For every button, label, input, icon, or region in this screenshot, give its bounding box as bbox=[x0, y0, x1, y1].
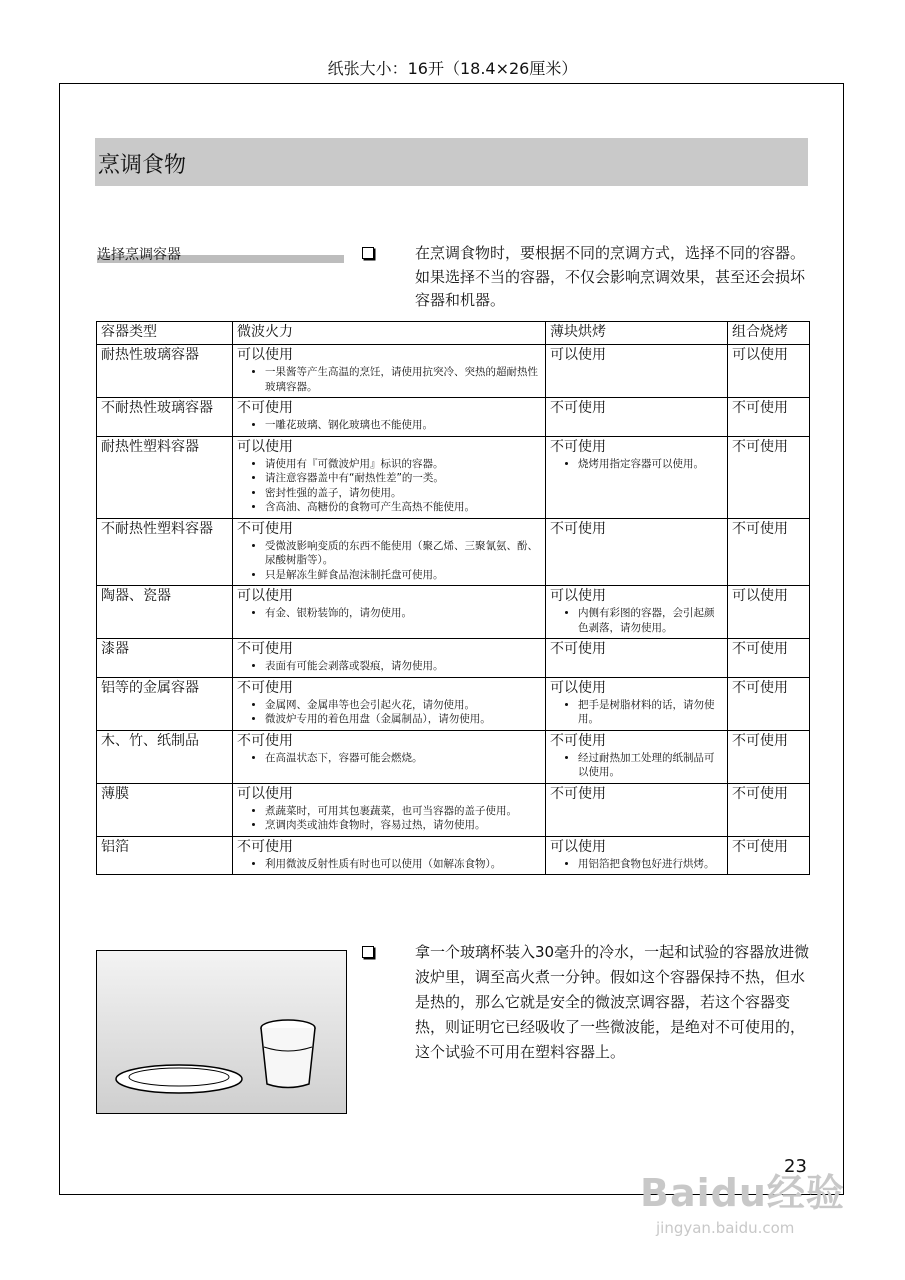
microwave-cell bbox=[233, 639, 546, 678]
note-item: • 受微波影响变质的东西不能使用（聚乙烯、三聚氰氨、酚、尿酸树脂等）。 bbox=[265, 539, 541, 568]
container-type-cell: 漆器 bbox=[97, 639, 233, 678]
note-item: • 内侧有彩图的容器，会引起颜色剥落，请勿使用。 bbox=[578, 606, 723, 635]
note-item: • 烹调肉类或油炸食物时，容易过热，请勿使用。 bbox=[265, 818, 541, 833]
microwave-notes bbox=[237, 751, 541, 766]
container-type-cell: 铝箔 bbox=[97, 836, 233, 875]
microwave-status: 可以使用 bbox=[237, 347, 293, 363]
grill-status: 可以使用 bbox=[550, 679, 606, 696]
watermark-url: jingyan.baidu.com bbox=[656, 1219, 795, 1237]
note-item: • 微波炉专用的着色用盘（金属制品），请勿使用。 bbox=[265, 712, 541, 727]
note-item: • 利用微波反射性质有时也可以使用（如解冻食物）。 bbox=[265, 857, 541, 872]
note-item: • 请注意容器盖中有“耐热性差”的一类。 bbox=[265, 471, 541, 486]
plate-icon bbox=[116, 1065, 242, 1093]
microwave-notes bbox=[237, 457, 541, 515]
test-paragraph: 拿一个玻璃杯装入30毫升的冷水，一起和试验的容器放进微波炉里，调至高火煮一分钟。假如这个容器保持不热，但水是热的，那么它就是安全的微波烹调容器，若这个容器变热，则证明它已经吸收了一些微波能，是绝对不可使用的，这个试验不可用在塑料容器上。 bbox=[415, 943, 810, 1061]
grill-notes bbox=[550, 751, 723, 780]
grill-notes bbox=[550, 698, 723, 727]
glass-test-illustration bbox=[96, 950, 347, 1114]
plate-and-glass-drawing bbox=[97, 951, 347, 1114]
header-combo: 组合烧烤 bbox=[728, 322, 810, 345]
microwave-status: 可以使用 bbox=[237, 785, 293, 802]
grill-cell bbox=[546, 586, 728, 639]
note-item: • 请使用有『可微波炉用』标识的容器。 bbox=[265, 457, 541, 472]
grill-cell bbox=[546, 436, 728, 518]
watermark-logo: Baidu经验 bbox=[640, 1171, 845, 1215]
table-row bbox=[97, 639, 810, 678]
note-item: • 一雕花玻璃、钢化玻璃也不能使用。 bbox=[265, 418, 541, 433]
grill-cell bbox=[546, 639, 728, 678]
grill-cell bbox=[546, 836, 728, 875]
microwave-notes bbox=[237, 539, 541, 583]
note-item: • 用铝箔把食物包好进行烘烤。 bbox=[578, 857, 723, 872]
glass-icon bbox=[261, 1020, 315, 1088]
page-number: 23 bbox=[784, 1156, 807, 1177]
grill-cell bbox=[546, 677, 728, 730]
checkbox-icon bbox=[362, 247, 374, 259]
grill-cell bbox=[546, 345, 728, 398]
note-item: • 把手是树脂材料的话，请勿使用。 bbox=[578, 698, 723, 727]
combo-cell: 可以使用 bbox=[728, 586, 810, 639]
microwave-notes bbox=[237, 659, 541, 674]
table-row bbox=[97, 783, 810, 836]
microwave-cell bbox=[233, 436, 546, 518]
grill-status: 不可使用 bbox=[550, 400, 606, 416]
combo-cell: 不可使用 bbox=[728, 730, 810, 783]
container-table bbox=[96, 321, 810, 875]
table-row bbox=[97, 518, 810, 586]
container-type-cell: 耐热性玻璃容器 bbox=[97, 345, 233, 398]
microwave-cell bbox=[233, 836, 546, 875]
grill-cell bbox=[546, 730, 728, 783]
combo-cell: 不可使用 bbox=[728, 436, 810, 518]
table-header-row bbox=[97, 322, 810, 345]
checkbox-icon bbox=[362, 946, 374, 958]
combo-cell: 不可使用 bbox=[728, 639, 810, 678]
note-item: • 在高温状态下，容器可能会燃烧。 bbox=[265, 751, 541, 766]
microwave-cell bbox=[233, 586, 546, 639]
grill-notes bbox=[550, 457, 723, 472]
microwave-notes bbox=[237, 804, 541, 833]
subheading: 选择烹调容器 bbox=[97, 247, 181, 263]
grill-notes bbox=[550, 857, 723, 872]
grill-status: 可以使用 bbox=[550, 838, 606, 855]
note-item: • 只是解冻生鲜食品泡沫制托盘可使用。 bbox=[265, 568, 541, 583]
grill-cell bbox=[546, 783, 728, 836]
grill-status: 可以使用 bbox=[550, 588, 606, 604]
note-item: • 煮蔬菜时，可用其包裹蔬菜，也可当容器的盖子使用。 bbox=[265, 804, 541, 819]
microwave-notes bbox=[237, 698, 541, 727]
container-type-cell: 耐热性塑料容器 bbox=[97, 436, 233, 518]
grill-status: 可以使用 bbox=[550, 347, 606, 363]
grill-status: 不可使用 bbox=[550, 785, 606, 802]
grill-cell bbox=[546, 398, 728, 437]
note-item: • 表面有可能会剥落或裂痕，请勿使用。 bbox=[265, 659, 541, 674]
container-type-cell: 铝等的金属容器 bbox=[97, 677, 233, 730]
microwave-status: 不可使用 bbox=[237, 679, 293, 696]
table-row bbox=[97, 345, 810, 398]
microwave-status: 不可使用 bbox=[237, 732, 293, 749]
table-row bbox=[97, 398, 810, 437]
header-grill: 薄块烘烤 bbox=[546, 322, 728, 345]
note-item: • 烧烤用指定容器可以使用。 bbox=[578, 457, 723, 472]
microwave-status: 不可使用 bbox=[237, 641, 293, 657]
paper-size-note: 纸张大小：16开（18.4×26厘米） bbox=[327, 59, 578, 78]
grill-cell bbox=[546, 518, 728, 586]
microwave-cell bbox=[233, 783, 546, 836]
microwave-notes bbox=[237, 606, 541, 621]
microwave-cell bbox=[233, 730, 546, 783]
combo-cell: 不可使用 bbox=[728, 836, 810, 875]
microwave-status: 可以使用 bbox=[237, 588, 293, 604]
grill-status: 不可使用 bbox=[550, 520, 606, 537]
microwave-notes bbox=[237, 365, 541, 394]
table-row bbox=[97, 730, 810, 783]
microwave-status: 不可使用 bbox=[237, 400, 293, 416]
microwave-cell bbox=[233, 518, 546, 586]
microwave-notes bbox=[237, 857, 541, 872]
microwave-cell bbox=[233, 345, 546, 398]
grill-status: 不可使用 bbox=[550, 641, 606, 657]
container-type-cell: 薄膜 bbox=[97, 783, 233, 836]
combo-cell: 不可使用 bbox=[728, 398, 810, 437]
container-type-cell: 不耐热性玻璃容器 bbox=[97, 398, 233, 437]
table-row bbox=[97, 586, 810, 639]
note-item: • 金属网、金属串等也会引起火花，请勿使用。 bbox=[265, 698, 541, 713]
grill-status: 不可使用 bbox=[550, 732, 606, 749]
combo-cell: 不可使用 bbox=[728, 783, 810, 836]
table-row bbox=[97, 677, 810, 730]
container-type-cell: 不耐热性塑料容器 bbox=[97, 518, 233, 586]
header-microwave: 微波火力 bbox=[233, 322, 546, 345]
section-title: 烹调食物 bbox=[98, 153, 187, 178]
combo-cell: 不可使用 bbox=[728, 677, 810, 730]
container-type-cell: 木、竹、纸制品 bbox=[97, 730, 233, 783]
note-item: • 一果酱等产生高温的烹饪，请使用抗突冷、突热的超耐热性玻璃容器。 bbox=[265, 365, 541, 394]
grill-status: 不可使用 bbox=[550, 438, 606, 455]
microwave-status: 可以使用 bbox=[237, 438, 293, 455]
section-header bbox=[95, 138, 808, 186]
microwave-status: 不可使用 bbox=[237, 520, 293, 537]
header-container-type: 容器类型 bbox=[97, 322, 233, 345]
grill-notes bbox=[550, 606, 723, 635]
watermark bbox=[640, 1162, 850, 1237]
note-item: • 密封性强的盖子，请勿使用。 bbox=[265, 486, 541, 501]
microwave-status: 不可使用 bbox=[237, 838, 293, 855]
note-item: • 经过耐热加工处理的纸制品可以使用。 bbox=[578, 751, 723, 780]
microwave-notes bbox=[237, 418, 541, 433]
note-item: • 含高油、高糖份的食物可产生高热不能使用。 bbox=[265, 500, 541, 515]
table-row bbox=[97, 836, 810, 875]
note-item: • 有金、银粉装饰的，请勿使用。 bbox=[265, 606, 541, 621]
microwave-cell bbox=[233, 398, 546, 437]
container-type-cell: 陶器、瓷器 bbox=[97, 586, 233, 639]
microwave-cell bbox=[233, 677, 546, 730]
intro-paragraph: 在烹调食物时，要根据不同的烹调方式，选择不同的容器。如果选择不当的容器，不仅会影响烹调效果，甚至还会损坏容器和机器。 bbox=[415, 244, 806, 309]
table-row bbox=[97, 436, 810, 518]
combo-cell: 可以使用 bbox=[728, 345, 810, 398]
combo-cell: 不可使用 bbox=[728, 518, 810, 586]
